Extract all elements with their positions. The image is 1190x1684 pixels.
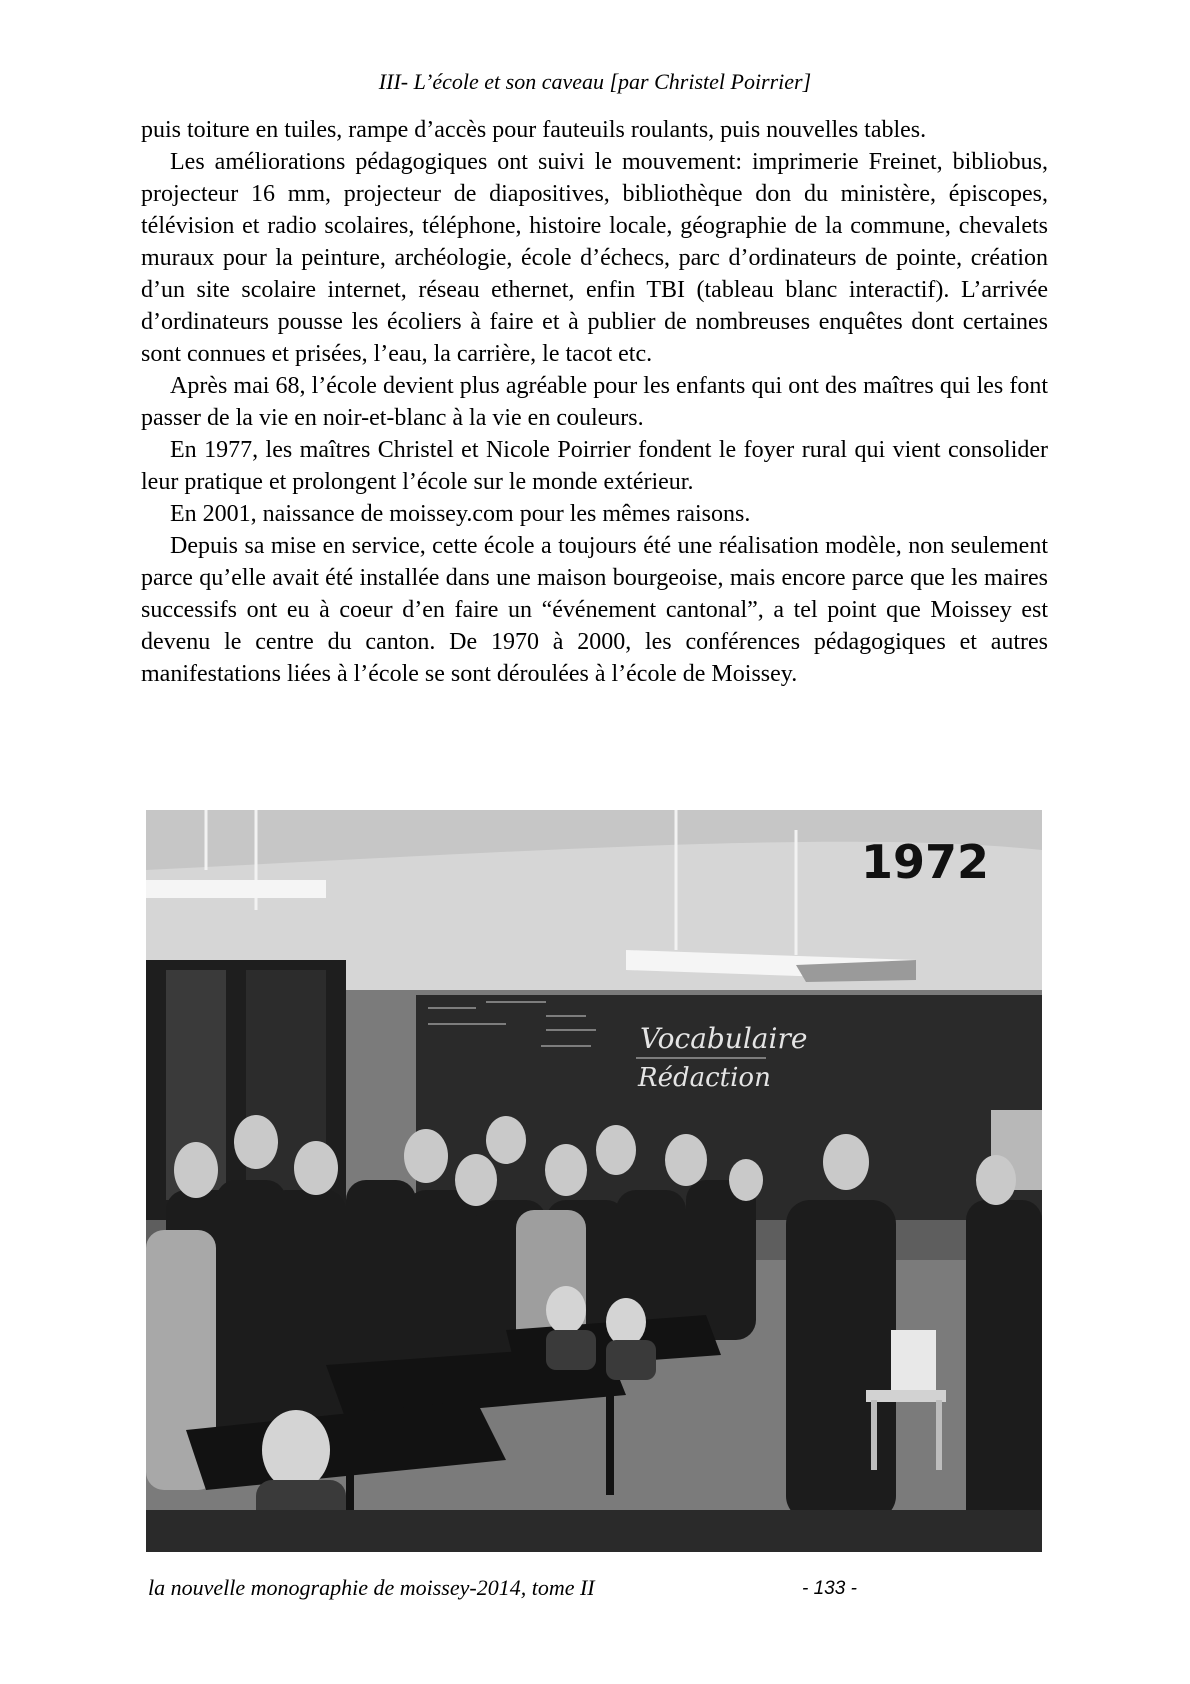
classroom-photo-drawing xyxy=(146,810,1042,1552)
floor xyxy=(146,1510,1042,1552)
handwritten-year: 1972 xyxy=(861,835,990,889)
paragraph: Après mai 68, l’école devient plus agréable pour les enfants qui ont des maîtres qui les font passer de la vie en noir-et-blanc à la vie en couleurs. xyxy=(141,373,1048,431)
paragraph: Les améliorations pédagogiques ont suivi le mouvement: imprimerie Freinet, bibliobus, projecteur 16 mm, projecteur de diapositives, bibliothèque don du ministère, épiscopes, télévision et radio scolaires, téléphone, histoire locale, géographie de la commune, chevalets muraux pour la peinture, archéologie, école d’échecs, parc d’ordinateurs de pointe, création d’un site scolaire internet, réseau ethernet, enfin TBI (tableau blanc interactif). L’arrivée d’ordinateurs pousse les écoliers à faire et à publier de nombreuses enquêtes dont certaines sont connues et prisées, l’eau, la carrière, le tacot etc. xyxy=(141,149,1048,367)
blackboard-word: Rédaction xyxy=(638,1063,771,1093)
body-text xyxy=(141,114,1048,690)
page-number: - 133 - xyxy=(802,1578,857,1599)
paragraph: En 2001, naissance de moissey.com pour les mêmes raisons. xyxy=(170,501,751,527)
paragraph: En 1977, les maîtres Christel et Nicole Poirrier fondent le foyer rural qui vient consolider leur pratique et prolongent l’école sur le monde extérieur. xyxy=(141,437,1048,495)
running-header: III- L’école et son caveau [par Christel Poirrier] xyxy=(378,69,812,94)
blackboard-word: Vocabulaire xyxy=(640,1022,808,1055)
paragraph: puis toiture en tuiles, rampe d’accès pour fauteuils roulants, puis nouvelles tables. xyxy=(141,117,927,143)
classroom-photo xyxy=(146,810,1042,1552)
paragraph: Depuis sa mise en service, cette école a toujours été une réalisation modèle, non seulement parce qu’elle avait été installée dans une maison bourgeoise, mais encore parce que les maires successifs ont eu à coeur d’en faire un “événement cantonal”, a tel point que Moissey est devenu le centre du canton. De 1970 à 2000, les conférences pédagogiques et autres manifestations liées à l’école se sont déroulées à l’école de Moissey. xyxy=(141,533,1048,687)
footer-book-title: la nouvelle monographie de moissey-2014, tome II xyxy=(148,1575,595,1600)
